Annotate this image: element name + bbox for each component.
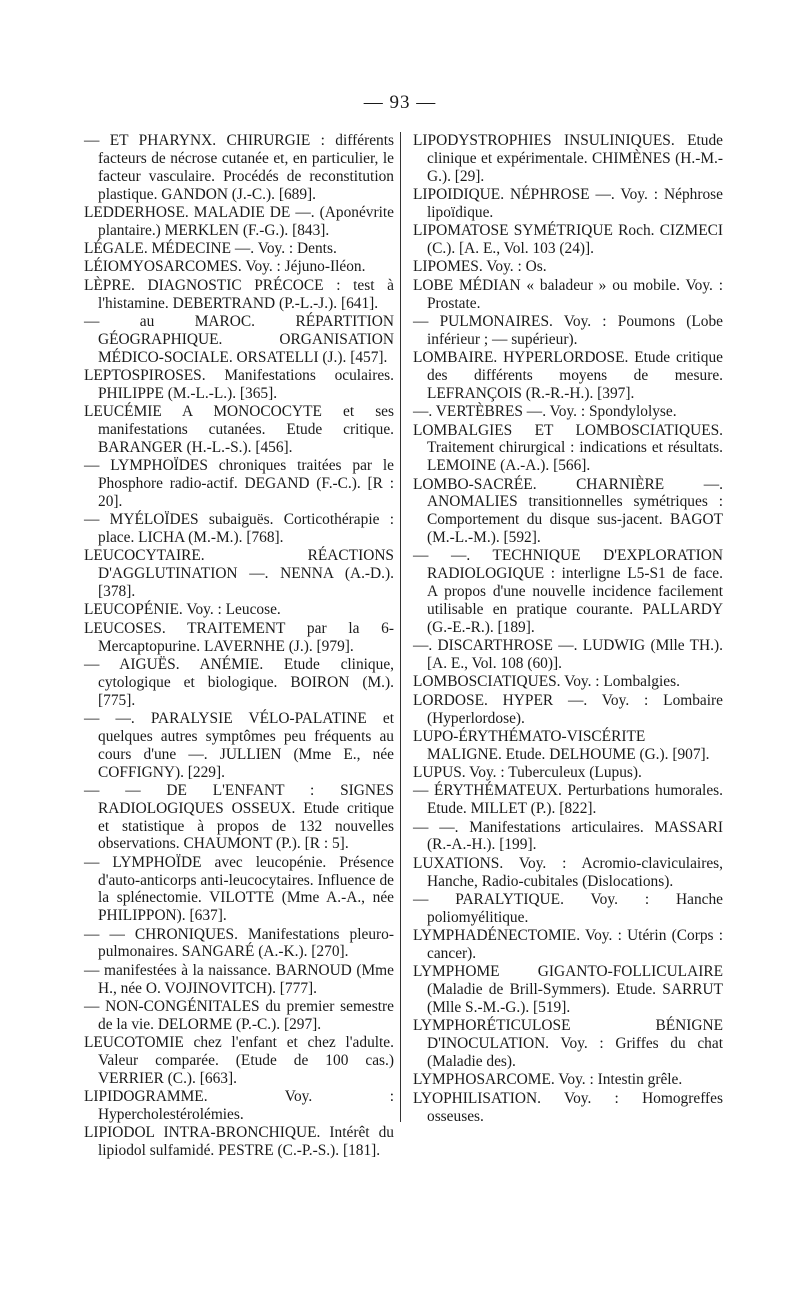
index-entry: — LYMPHOÏDE avec leucopénie. Présence d'auto-anticorps anti-leucocytaires. Influence de la splénectomie. VILOTTE (Mme A.-A., née PHILIPPON). [637].	[84, 853, 394, 925]
index-entry: — —. TECHNIQUE D'EXPLORATION RADIOLOGIQUE : interligne L5-S1 de face. A propos d'une nouvelle incidence facilement utilisable en pratique courante. PALLARDY (G.-E.-R.). [189].	[413, 547, 723, 636]
index-entry: — manifestées à la naissance. BARNOUD (Mme H., née O. VOJINOVITCH). [777].	[84, 961, 394, 997]
index-entry: LOMBAIRE. HYPERLORDOSE. Etude critique des différents moyens de mesure. LEFRANÇOIS (R.-R.-H.). [397].	[413, 349, 723, 402]
index-entry: — NON-CONGÉNITALES du premier semestre de la vie. DELORME (P.-C.). [297].	[84, 998, 394, 1033]
index-entry: LEUCÉMIE A MONOCOCYTE et ses manifestations cutanées. Etude critique. BARANGER (H.-L.-S.). [456].	[84, 403, 394, 456]
index-entry: — MYÉLOÏDES subaiguës. Corticothérapie : place. LICHA (M.-M.). [768].	[84, 511, 394, 547]
index-entry: LORDOSE. HYPER —. Voy. : Lombaire (Hyperlordose).	[413, 691, 723, 727]
index-entry: LIPOMES. Voy. : Os.	[413, 258, 547, 276]
index-entry: LUXATIONS. Voy. : Acromio-claviculaires, Hanche, Radio-cubitales (Dislocations).	[413, 854, 723, 890]
index-entry: LOMBO-SACRÉE. CHARNIÈRE —. ANOMALIES transitionnelles symétriques : Comportement du disque sus-jacent. BAGOT (M.-L.-M.). [592].	[413, 475, 723, 547]
index-entry: — LYMPHOÏDES chroniques traitées par le Phosphore radio-actif. DEGAND (F.-C.). [R : 20].	[84, 457, 394, 510]
index-entry: LYMPHADÉNECTOMIE. Voy. : Utérin (Corps : cancer).	[413, 927, 723, 962]
index-entry: LEUCOPÉNIE. Voy. : Leucose.	[84, 601, 281, 619]
column-divider	[400, 132, 401, 1122]
index-entry: —. VERTÈBRES —. Voy. : Spondylolyse.	[413, 403, 677, 421]
index-entry: LEUCOCYTAIRE. RÉACTIONS D'AGGLUTINATION —. NENNA (A.-D.). [378].	[84, 547, 394, 601]
index-entry: LÉIOMYOSARCOMES. Voy. : Jéjuno-Iléon.	[84, 258, 366, 276]
index-entry: LIPOIDIQUE. NÉPHROSE —. Voy. : Néphrose lipoïdique.	[413, 186, 723, 221]
index-entry: — PULMONAIRES. Voy. : Poumons (Lobe inférieur ; — supérieur).	[413, 312, 723, 348]
index-entry: LYMPHOME GIGANTO-FOLLICULAIRE (Maladie de Brill-Symmers). Etude. SARRUT (Mlle S.-M.-G.). [519].	[413, 963, 723, 1016]
index-entry: — —. PARALYSIE VÉLO-PALATINE et quelques autres symptômes peu fréquents au cours d'une —. JULLIEN (Mme E., née COFFIGNY). [229].	[84, 710, 394, 781]
index-entry: — — CHRONIQUES. Manifestations pleuro-pulmonaires. SANGARÉ (A.-K.). [270].	[84, 925, 394, 961]
index-entry: LÉGALE. MÉDECINE —. Voy. : Dents.	[84, 240, 337, 258]
index-entry: — — DE L'ENFANT : SIGNES RADIOLOGIQUES OSSEUX. Etude critique et statistique à propos de 132 nouvelles observations. CHAUMONT (P.). [R : 5].	[84, 781, 394, 853]
index-entry: — —. Manifestations articulaires. MASSARI (R.-A.-H.). [199].	[413, 818, 723, 854]
index-entry: LEDDERHOSE. MALADIE DE —. (Aponévrite plantaire.) MERKLEN (F.-G.). [843].	[84, 203, 394, 239]
index-entry: LYMPHORÉTICULOSE BÉNIGNE D'INOCULATION. Voy. : Griffes du chat (Maladie des).	[413, 1017, 723, 1071]
index-entry: — ÉRYTHÉMATEUX. Perturbations humorales. Etude. MILLET (P.). [822].	[413, 782, 723, 818]
index-entry: LEPTOSPIROSES. Manifestations oculaires. PHILIPPE (M.-L.-L.). [365].	[84, 366, 394, 402]
index-entry: LOMBALGIES ET LOMBOSCIATIQUES. Traitement chirurgical : indications et résultats. LEMOINE (A.-A.). [566].	[413, 421, 723, 475]
index-entry: LYOPHILISATION. Voy. : Homogreffes osseuses.	[413, 1089, 723, 1125]
index-entry: LIPOMATOSE SYMÉTRIQUE Roch. CIZMECI (C.). [A. E., Vol. 103 (24)].	[413, 222, 723, 258]
index-entry: — au MAROC. RÉPARTITION GÉOGRAPHIQUE. ORGANISATION MÉDICO-SOCIALE. ORSATELLI (J.). [457].	[84, 312, 394, 366]
index-column-left	[84, 132, 394, 1161]
index-column-right	[413, 132, 723, 1126]
index-entry: — ET PHARYNX. CHIRURGIE : différents facteurs de nécrose cutanée et, en particulier, le facteur vasculaire. Procédés de reconstitution plastique. GANDON (J.-C.). [689].	[84, 132, 394, 203]
index-entry: LOBE MÉDIAN « baladeur » ou mobile. Voy. : Prostate.	[413, 276, 723, 312]
index-entry: LEUCOTOMIE chez l'enfant et chez l'adulte. Valeur comparée. (Etude de 100 cas.) VERRIER (C.). [663].	[84, 1034, 394, 1087]
index-entry: LUPUS. Voy. : Tuberculeux (Lupus).	[413, 764, 642, 782]
index-entry: LOMBOSCIATIQUES. Voy. : Lombalgies.	[413, 673, 680, 691]
index-entry: LEUCOSES. TRAITEMENT par la 6-Mercaptopurine. LAVERNHE (J.). [979].	[84, 619, 394, 655]
index-entry: LUPO-ÉRYTHÉMATO-VISCÉRITE MALIGNE. Etude. DELHOUME (G.). [907].	[413, 727, 710, 763]
index-entry: — AIGUËS. ANÉMIE. Etude clinique, cytologique et biologique. BOIRON (M.). [775].	[84, 655, 394, 709]
index-entry: LIPIDOGRAMME. Voy. : Hypercholestérolémies.	[84, 1088, 394, 1124]
index-entry: LIPIODOL INTRA-BRONCHIQUE. Intérêt du lipiodol sulfamidé. PESTRE (C.-P.-S.). [181].	[84, 1124, 394, 1160]
page-number: — 93 —	[363, 92, 437, 113]
index-entry: —. DISCARTHROSE —. LUDWIG (Mlle TH.). [A. E., Vol. 108 (60)].	[413, 637, 723, 672]
index-entry: LYMPHOSARCOME. Voy. : Intestin grêle.	[413, 1071, 683, 1089]
index-entry: LIPODYSTROPHIES INSULINIQUES. Etude clinique et expérimentale. CHIMÈNES (H.-M.-G.). [29].	[413, 132, 723, 185]
index-entry: — PARALYTIQUE. Voy. : Hanche poliomyélitique.	[413, 890, 723, 926]
index-entry: LÈPRE. DIAGNOSTIC PRÉCOCE : test à l'histamine. DEBERTRAND (P.-L.-J.). [641].	[84, 276, 394, 312]
